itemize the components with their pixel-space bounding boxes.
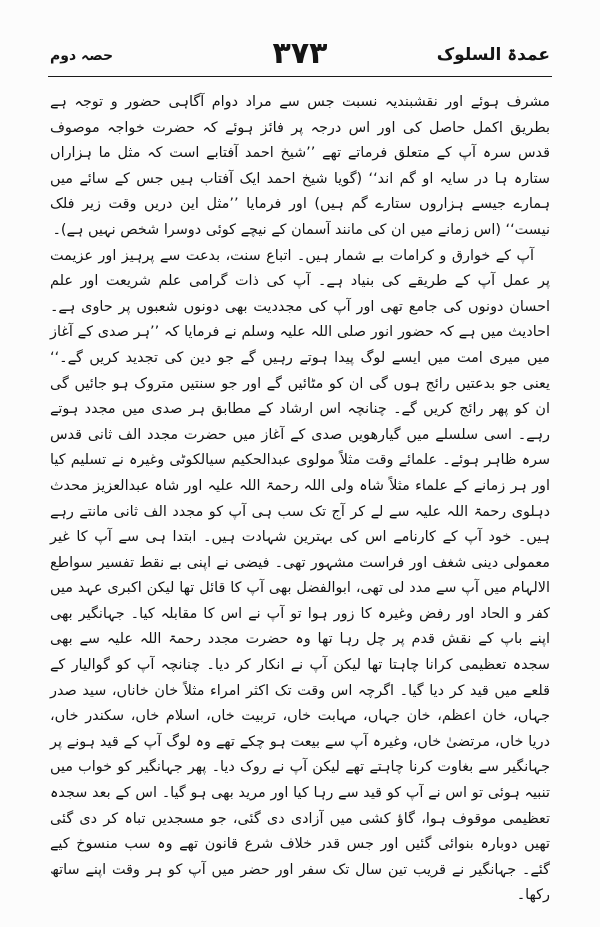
paragraph: آپ کے خوارق و کرامات بے شمار ہیں۔ اتباع سنت، بدعت سے پرہیز اور عزیمت پر عمل آپ کے طریقے کی بنیاد ہے۔ آپ کی ذات گرامی علم شریعت اور علم احسان دونوں کی جامع تھی اور آپ کی مجددیت بھی دونوں شعبوں پر حاوی ہے۔ احادیث میں ہے کہ حضور انور صلی اللہ علیہ وسلم نے فرمایا کہ ’’ہر صدی کے آغاز میں میری امت میں ایسے لوگ پیدا ہوتے رہیں گے جو دین کی تجدید کریں گے۔‘‘ یعنی جو بدعتیں رائج ہوں گی ان کو مٹائیں گے اور جو سنتیں متروک ہو جائیں گی ان کو پھر رائج کریں گے۔ چنانچہ اس ارشاد کے مطابق ہر صدی میں مجدد ہوتے رہے۔ اسی سلسلے میں گیارھویں صدی کے آغاز میں حضرت مجدد الف ثانی قدس سرہ ظاہر ہوئے۔ علمائے وقت مثلاً مولوی عبدالحکیم سیالکوٹی وغیرہ نے تسلیم کیا اور ہر زمانے کے علماء مثلاً شاہ ولی اللہ رحمۃ اللہ علیہ اور شاہ عبدالعزیز محدث دہلوی رحمۃ اللہ علیہ سے لے کر آج تک سب ہی آپ کو مجدد الف ثانی مانتے رہے ہیں۔ خود آپ کے کارنامے اس کی بہترین شہادت ہیں۔ ابتدا ہی سے آپ کا غیر معمولی دینی شغف اور فراست مشہور تھی۔ فیضی نے اپنی بے نقط تفسیر سواطع الالہام میں آپ سے مدد لی تھی، ابوالفضل بھی آپ کا قائل تھا لیکن اکبری عہد میں کفر و الحاد اور رفض وغیرہ کا زور ہوا تو آپ نے اس کا مقابلہ کیا۔ جہانگیر بھی اپنے باپ کے نقش قدم پر چل رہا تھا وہ حضرت مجدد رحمۃ اللہ علیہ سے بھی سجدہ تعظیمی کرانا چاہتا تھا لیکن آپ نے انکار کر دیا۔ چنانچہ آپ کو گوالیار کے قلعے میں قید کر دیا گیا۔ اگرچہ اس وقت تک اکثر امراء مثلاً خان خاناں، سید صدر جہاں، خان اعظم، خان جہاں، مہابت خاں، تربیت خاں، اسلام خاں، سکندر خاں، دریا خاں، مرتضیٰ خاں، وغیرہ آپ سے بیعت ہو چکے تھے وہ لوگ آپ کے قید ہونے پر جہانگیر سے بغاوت کرنا چاہتے تھے لیکن آپ نے روک دیا۔ پھر جہانگیر کو خواب میں تنبیہ ہوئی تو اس نے آپ کو قید سے رہا کیا اور مرید بھی ہو گیا۔ اس کے بعد سجدہ تعظیمی موقوف ہوا، گاؤ کشی میں آزادی دی گئی، جو مسجدیں تباہ کر دی گئی تھیں دوبارہ بنوائی گئیں اور جس قدر خلاف شرع قانون تھے وہ سب منسوخ کیے گئے۔ جہانگیر نے قریب تین سال تک سفر اور حضر میں آپ کو ہر وقت اپنے ساتھ رکھا۔ [50, 247, 550, 904]
paragraph: مشرف ہوئے اور نقشبندیہ نسبت جس سے مراد دوام آگاہی حضور و توجہ ہے بطریق اکمل حاصل کی اور اس درجہ پر فائز ہوئے کہ حضرت خواجہ موصوف قدس سرہ آپ کے متعلق فرماتے تھے ’’شیخ احمد آفتابے است کہ مثل ما ہزاراں ستارہ ہا در سایہ او گم اند‘‘ (گویا شیخ احمد ایک آفتاب ہیں جس کے سائے میں ہمارے جیسے ہزاروں ستارے گم ہیں) اور فرمایا ’’مثل این دریں وقت زیر فلک نیست‘‘ (اس زمانے میں ان کی مانند آسمان کے نیچے کوئی دوسرا شخص نہیں ہے)۔ [50, 94, 550, 238]
page-header [50, 36, 550, 80]
header-rule [48, 76, 552, 77]
book-title: عمدۃ السلوک [436, 45, 550, 65]
page-number: ۳۷۳ [272, 36, 328, 71]
part-label: حصہ دوم [50, 48, 114, 64]
page-body [50, 90, 550, 909]
